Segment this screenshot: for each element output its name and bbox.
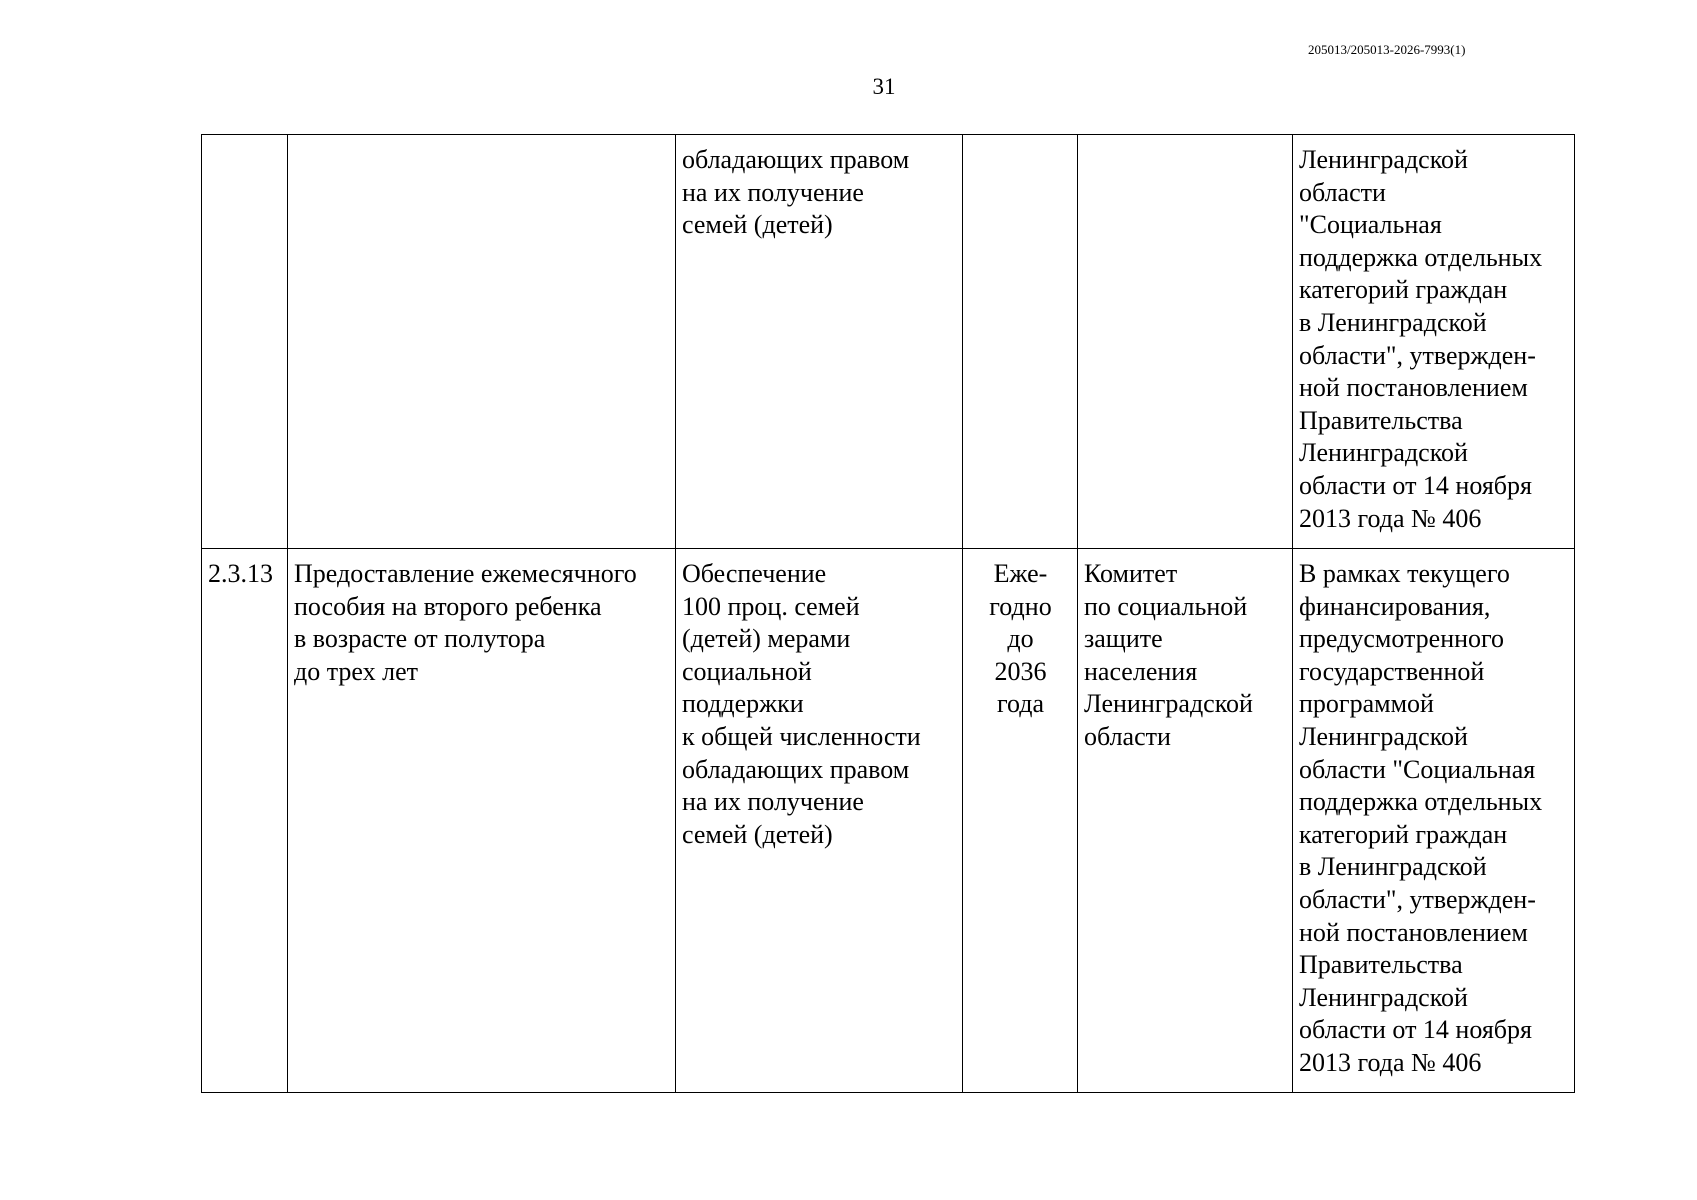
table-row [202,135,1575,549]
table-row [202,549,1575,1093]
cell-indicator: Обеспечение 100 проц. семей (детей) мерами социальной поддержки к общей численности обладающих правом на их получение семей (детей) [676,549,963,1093]
measures-table [201,134,1575,1093]
cell-term [963,135,1078,549]
document-id: 205013/205013-2026-7993(1) [1308,42,1466,57]
cell-term: Еже- годно до 2036 года [963,549,1078,1093]
cell-indicator: обладающих правом на их получение семей (детей) [676,135,963,549]
page-number: 31 [872,74,896,99]
cell-financing: В рамках текущего финансирования, предусмотренного государственной программой Ленинградской области "Социальная поддержка отдельных категорий граждан в Ленинградской области", утвержден- ной постановлением Правительства Ленинградской области от 14 ноября 2013 года № 406 [1293,549,1575,1093]
cell-measure [288,135,676,549]
cell-executor [1078,135,1293,549]
cell-number [202,135,288,549]
cell-executor: Комитет по социальной защите населения Ленинградской области [1078,549,1293,1093]
cell-number: 2.3.13 [202,549,288,1093]
cell-financing: Ленинградской области "Социальная поддержка отдельных категорий граждан в Ленинградской области", утвержден- ной постановлением Правительства Ленинградской области от 14 ноября 2013 года № 406 [1293,135,1575,549]
cell-measure: Предоставление ежемесячного пособия на второго ребенка в возрасте от полутора до трех лет [288,549,676,1093]
